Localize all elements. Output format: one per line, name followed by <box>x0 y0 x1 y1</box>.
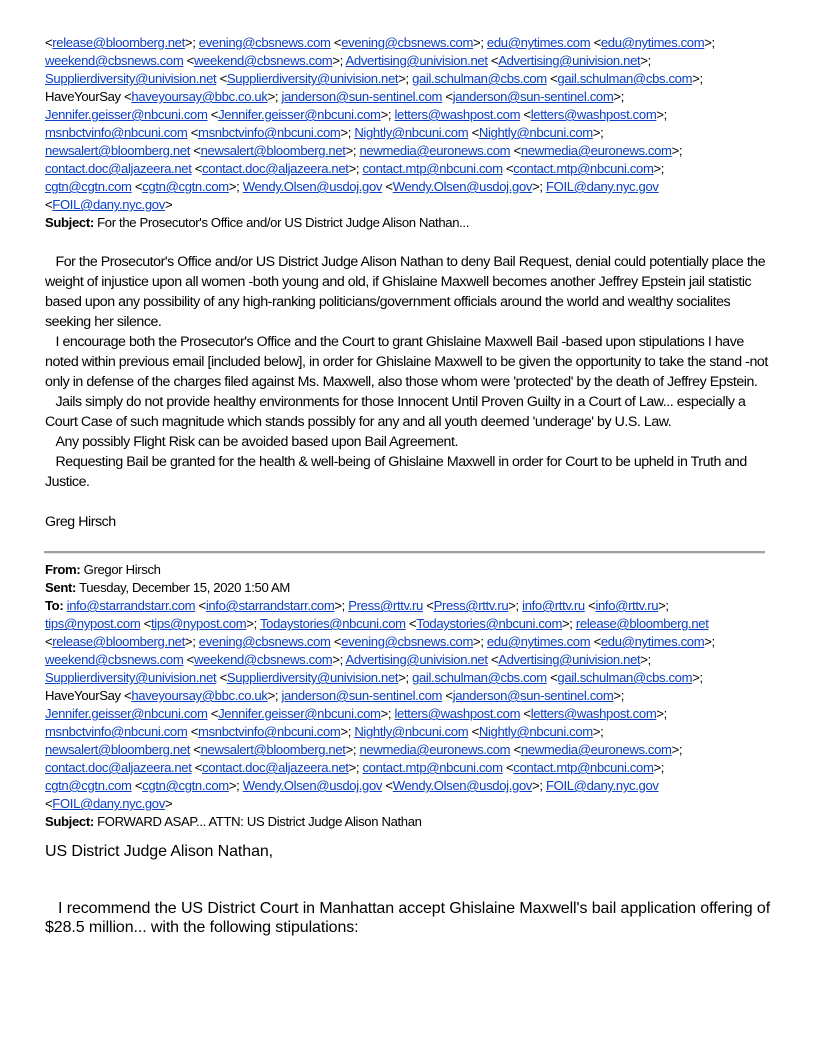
recipient-separator: >; <box>656 107 667 122</box>
recipient-separator: >; <box>184 35 199 50</box>
recipient-separator: >; <box>184 634 199 649</box>
recipient-line <box>45 759 775 777</box>
recipient-separator: >; <box>508 598 523 613</box>
from-label: From: <box>45 562 81 577</box>
recipient-line <box>45 795 775 813</box>
recipient-separator: < <box>502 161 514 176</box>
email-address-link[interactable]: contact.doc@aljazeera.net <box>202 760 349 775</box>
recipient-separator: < <box>330 634 342 649</box>
to-label: To: <box>45 598 64 613</box>
recipient-separator: >; <box>592 125 604 140</box>
spacer <box>45 492 775 512</box>
email-address-link[interactable]: letters@washpost.com <box>530 706 657 721</box>
recipient-separator: >; <box>592 724 604 739</box>
email-address-link[interactable]: newmedia@euronews.com <box>520 143 672 158</box>
email-address-link[interactable]: weekend@cbsnews.com <box>45 652 184 667</box>
email-address-link[interactable]: info@starrandstarr.com <box>205 598 335 613</box>
recipient-line <box>45 651 775 669</box>
recipient-line <box>45 142 775 160</box>
email-address-link[interactable]: newsalert@bloomberg.net <box>200 143 346 158</box>
recipient-separator: >; <box>398 71 413 86</box>
email2-sender: Gregor Hirsch <box>83 562 161 577</box>
recipient-line <box>45 723 775 741</box>
recipient-separator: < <box>590 35 601 50</box>
recipient-separator: >; <box>334 598 349 613</box>
email-address-link[interactable]: Supplierdiversity@univision.net <box>226 71 399 86</box>
email1-paragraph: Jails simply do not provide healthy environments for those Innocent Until Proven Guilty in a Court of Law... especially a Court Case of such magnitude which stands possibly for any and all youth deemed 'underage' by U.S. Law. <box>45 394 746 430</box>
recipient-separator: >; <box>267 89 282 104</box>
email-address-link[interactable]: edu@nytimes.com <box>486 634 591 649</box>
email-address-link[interactable]: letters@washpost.com <box>394 706 521 721</box>
email-address-link[interactable]: gail.schulman@cbs.com <box>557 670 693 685</box>
recipient-separator: >; <box>473 35 487 50</box>
recipient-separator: >; <box>228 179 243 194</box>
email-address-link[interactable]: Supplierdiversity@univision.net <box>226 670 399 685</box>
email-address-link[interactable]: Jennifer.geisser@nbcuni.com <box>45 107 208 122</box>
email2-subject-line <box>45 813 775 831</box>
recipient-separator: < <box>502 760 514 775</box>
recipient-separator: >; <box>332 652 346 667</box>
email-address-link[interactable]: Jennifer.geisser@nbcuni.com <box>45 706 208 721</box>
email-address-link[interactable]: haveyoursay@bbc.co.uk <box>131 688 268 703</box>
recipient-line <box>45 687 775 705</box>
recipient-separator: < <box>131 778 143 793</box>
email1-paragraph: I encourage both the Prosecutor's Office and the Court to grant Ghislaine Maxwell Bail -based upon stipulations I have noted within previous email [included below], in order for Ghislaine Maxwell to be given the opportunity to take the stand -not only in defense of the charges filed against Ms. Maxwell, also those whom were 'protected' by the death of Jeffrey Epstein. <box>45 334 768 390</box>
recipient-separator: >; <box>473 634 487 649</box>
recipient-separator: < <box>442 89 453 104</box>
email-address-link[interactable]: release@bloomberg.net <box>52 35 185 50</box>
email-address-link[interactable]: cgtn@cgtn.com <box>45 179 132 194</box>
email2-sent-line <box>45 579 775 597</box>
recipient-separator: >; <box>380 706 395 721</box>
recipient-separator: >; <box>704 634 715 649</box>
email-address-link[interactable]: FOIL@dany.nyc.gov <box>545 179 659 194</box>
recipient-line <box>45 178 775 196</box>
recipient-separator: >; <box>562 616 576 631</box>
email1-paragraph: For the Prosecutor's Office and/or US District Judge Alison Nathan to deny Bail Request, denial could potentially place the weight of injustice upon all women -both young and old, if Ghislaine Maxwell becomes another Jeffrey Epstein jail statistic based upon any possibility of any high-ranking politicians/government officials around the world and wealthy socialites seeking her silence. <box>45 254 766 330</box>
email-address-link[interactable]: janderson@sun-sentinel.com <box>452 688 614 703</box>
recipient-line <box>45 34 775 52</box>
email-address-link[interactable]: contact.doc@aljazeera.net <box>45 161 192 176</box>
email1-paragraph: Any possibly Flight Risk can be avoided based upon Bail Agreement. <box>55 434 458 450</box>
recipient-separator: < <box>45 796 53 811</box>
recipient-separator: >; <box>656 706 667 721</box>
recipient-separator: < <box>487 652 499 667</box>
email-address-link[interactable]: tips@nypost.com <box>150 616 247 631</box>
email-address-link[interactable]: Nightly@nbcuni.com <box>478 724 593 739</box>
recipient-separator: < <box>546 71 558 86</box>
email-address-link[interactable]: cgtn@cgtn.com <box>142 179 229 194</box>
email-address-link[interactable]: Jennifer.geisser@nbcuni.com <box>218 706 381 721</box>
recipient-separator: >; <box>246 616 260 631</box>
email-address-link[interactable]: info@rttv.ru <box>522 598 585 613</box>
email-address-link[interactable]: haveyoursay@bbc.co.uk <box>131 89 268 104</box>
email-address-link[interactable]: Advertising@univision.net <box>498 652 641 667</box>
recipient-separator: >; <box>345 742 360 757</box>
recipient-separator: < <box>382 778 393 793</box>
recipient-separator: >; <box>671 742 683 757</box>
email-address-link[interactable]: weekend@cbsnews.com <box>45 53 184 68</box>
email-address-link[interactable]: janderson@sun-sentinel.com <box>452 89 614 104</box>
recipient-separator: < <box>442 688 453 703</box>
email-address-link[interactable]: Wendy.Olsen@usdoj.gov <box>242 179 383 194</box>
recipient-separator: < <box>140 616 151 631</box>
email-address-link[interactable]: letters@washpost.com <box>530 107 657 122</box>
email-address-link[interactable]: evening@cbsnews.com <box>198 35 331 50</box>
email-address-link[interactable]: Nightly@nbcuni.com <box>354 125 469 140</box>
email-address-link[interactable]: cgtn@cgtn.com <box>45 778 132 793</box>
email2-to-recipients <box>45 597 775 813</box>
recipient-separator: < <box>487 53 499 68</box>
recipient-separator: >; <box>267 688 282 703</box>
email-address-link[interactable]: FOIL@dany.nyc.gov <box>52 796 165 811</box>
recipient-separator: < <box>590 634 601 649</box>
email-address-link[interactable]: Todaystories@nbcuni.com <box>416 616 563 631</box>
email2-body-paragraph: I recommend the US District Court in Manhattan accept Ghislaine Maxwell's bail application offering of $28.5 million... with the following stipulations: <box>45 900 771 936</box>
recipient-separator: HaveYourSay < <box>45 688 132 703</box>
email-address-link[interactable]: contact.mtp@nbcuni.com <box>362 161 503 176</box>
recipient-separator: >; <box>613 89 624 104</box>
recipient-separator: < <box>405 616 417 631</box>
email-address-link[interactable]: Wendy.Olsen@usdoj.gov <box>392 778 533 793</box>
recipient-separator: < <box>510 143 521 158</box>
email-address-link[interactable]: cgtn@cgtn.com <box>142 778 229 793</box>
email-address-link[interactable]: msnbctvinfo@nbcuni.com <box>198 125 341 140</box>
email-address-link[interactable]: contact.mtp@nbcuni.com <box>362 760 503 775</box>
email-address-link[interactable]: gail.schulman@cbs.com <box>412 71 547 86</box>
email-address-link[interactable]: contact.mtp@nbcuni.com <box>513 760 654 775</box>
subject-label: Subject: <box>45 215 94 230</box>
email-address-link[interactable]: msnbctvinfo@nbcuni.com <box>198 724 341 739</box>
recipient-separator: >; <box>380 107 395 122</box>
email-address-link[interactable]: Wendy.Olsen@usdoj.gov <box>242 778 383 793</box>
recipient-separator: >; <box>532 179 546 194</box>
email-address-link[interactable]: edu@nytimes.com <box>600 634 705 649</box>
email-address-link[interactable]: newsalert@bloomberg.net <box>200 742 346 757</box>
email-address-link[interactable]: newmedia@euronews.com <box>520 742 672 757</box>
recipient-separator: >; <box>658 598 669 613</box>
email1-paragraph: Requesting Bail be granted for the health & well-being of Ghislaine Maxwell in order for Court to be upheld in Truth and Justice. <box>45 454 747 490</box>
recipient-line <box>45 160 775 178</box>
recipient-separator: >; <box>345 143 360 158</box>
recipient-separator: < <box>520 706 531 721</box>
recipient-separator: < <box>382 179 393 194</box>
recipient-separator: >; <box>692 71 703 86</box>
email-address-link[interactable]: weekend@cbsnews.com <box>193 652 333 667</box>
email-address-link[interactable]: Press@rttv.ru <box>433 598 509 613</box>
email2-sent-date: Tuesday, December 15, 2020 1:50 AM <box>79 580 290 595</box>
email-address-link[interactable]: newmedia@euronews.com <box>359 143 511 158</box>
recipient-separator: >; <box>653 161 665 176</box>
email-address-link[interactable]: edu@nytimes.com <box>600 35 705 50</box>
email-address-link[interactable]: gail.schulman@cbs.com <box>412 670 547 685</box>
email-address-link[interactable]: FOIL@dany.nyc.gov <box>52 197 165 212</box>
recipient-separator: >; <box>613 688 624 703</box>
recipient-separator: < <box>422 598 434 613</box>
recipient-separator: >; <box>340 724 355 739</box>
email-address-link[interactable]: evening@cbsnews.com <box>341 634 474 649</box>
email-address-link[interactable]: info@starrandstarr.com <box>66 598 196 613</box>
recipient-separator: >; <box>398 670 413 685</box>
recipient-separator: < <box>546 670 558 685</box>
recipient-separator: < <box>584 598 596 613</box>
email-document <box>45 34 775 937</box>
recipient-separator: >; <box>640 652 651 667</box>
email-address-link[interactable]: Jennifer.geisser@nbcuni.com <box>218 107 381 122</box>
email-address-link[interactable]: newsalert@bloomberg.net <box>45 143 190 158</box>
recipient-separator: < <box>216 670 227 685</box>
recipient-separator: < <box>131 179 143 194</box>
email1-subject: For the Prosecutor's Office and/or US District Judge Alison Nathan... <box>97 215 469 230</box>
email-address-link[interactable]: weekend@cbsnews.com <box>193 53 333 68</box>
email-address-link[interactable]: Todaystories@nbcuni.com <box>259 616 406 631</box>
email1-signature: Greg Hirsch <box>45 514 116 530</box>
recipient-separator: < <box>187 724 199 739</box>
email-address-link[interactable]: msnbctvinfo@nbcuni.com <box>45 125 188 140</box>
subject-label: Subject: <box>45 814 94 829</box>
recipient-line <box>45 669 775 687</box>
email-address-link[interactable]: FOIL@dany.nyc.gov <box>545 778 659 793</box>
email2-from-line <box>45 561 775 579</box>
email-address-link[interactable]: info@rttv.ru <box>595 598 659 613</box>
recipient-separator: >; <box>348 760 363 775</box>
email-address-link[interactable]: janderson@sun-sentinel.com <box>281 688 443 703</box>
recipient-separator: < <box>468 724 479 739</box>
email-address-link[interactable]: release@bloomberg.net <box>575 616 709 631</box>
recipient-line <box>45 633 775 651</box>
recipient-separator: < <box>190 143 201 158</box>
email1-body <box>45 252 775 532</box>
sent-label: Sent: <box>45 580 76 595</box>
email-address-link[interactable]: Advertising@univision.net <box>345 652 488 667</box>
recipient-separator: < <box>191 760 203 775</box>
email-address-link[interactable]: contact.mtp@nbcuni.com <box>513 161 654 176</box>
email-address-link[interactable]: Nightly@nbcuni.com <box>478 125 593 140</box>
email-address-link[interactable]: tips@nypost.com <box>45 616 141 631</box>
email-address-link[interactable]: evening@cbsnews.com <box>198 634 331 649</box>
email-address-link[interactable]: janderson@sun-sentinel.com <box>281 89 443 104</box>
recipient-separator: < <box>207 107 219 122</box>
recipient-separator: < <box>520 107 531 122</box>
recipient-line <box>45 196 775 214</box>
recipient-line <box>45 88 775 106</box>
recipient-separator: < <box>468 125 479 140</box>
email-address-link[interactable]: release@bloomberg.net <box>52 634 185 649</box>
recipient-separator: < <box>191 161 203 176</box>
recipient-separator: < <box>45 35 53 50</box>
recipient-separator: < <box>183 53 194 68</box>
email2-subject: FORWARD ASAP... ATTN: US District Judge Alison Nathan <box>97 814 422 829</box>
recipient-separator: >; <box>340 125 355 140</box>
recipient-separator: >; <box>704 35 715 50</box>
recipient-line <box>45 70 775 88</box>
email-address-link[interactable]: Supplierdiversity@univision.net <box>45 670 217 685</box>
email-address-link[interactable]: evening@cbsnews.com <box>341 35 474 50</box>
recipient-separator: < <box>207 706 219 721</box>
recipient-separator: > <box>164 796 173 811</box>
recipient-separator: >; <box>692 670 703 685</box>
recipient-separator: >; <box>332 53 346 68</box>
recipient-separator: < <box>183 652 194 667</box>
recipient-line <box>45 777 775 795</box>
email-address-link[interactable]: Advertising@univision.net <box>498 53 641 68</box>
recipient-separator: < <box>45 197 53 212</box>
email-address-link[interactable]: letters@washpost.com <box>394 107 521 122</box>
recipient-line <box>45 741 775 759</box>
recipient-separator: < <box>45 634 53 649</box>
recipient-line <box>45 106 775 124</box>
recipient-line <box>45 124 775 142</box>
email-address-link[interactable]: Press@rttv.ru <box>348 598 423 613</box>
email-address-link[interactable]: msnbctvinfo@nbcuni.com <box>45 724 188 739</box>
recipient-separator: >; <box>532 778 546 793</box>
recipient-separator: >; <box>228 778 243 793</box>
recipient-separator: < <box>187 125 199 140</box>
recipient-separator: < <box>216 71 227 86</box>
recipient-line <box>45 52 775 70</box>
recipient-separator: > <box>164 197 173 212</box>
email-address-link[interactable]: contact.doc@aljazeera.net <box>45 760 192 775</box>
recipient-separator: >; <box>671 143 683 158</box>
email-address-link[interactable]: Wendy.Olsen@usdoj.gov <box>392 179 533 194</box>
recipient-separator: < <box>330 35 342 50</box>
recipient-separator: >; <box>640 53 651 68</box>
email-address-link[interactable]: newsalert@bloomberg.net <box>45 742 190 757</box>
recipient-line <box>45 705 775 723</box>
email-address-link[interactable]: Supplierdiversity@univision.net <box>45 71 217 86</box>
email2-salutation: US District Judge Alison Nathan, <box>45 843 274 860</box>
email-address-link[interactable]: edu@nytimes.com <box>486 35 591 50</box>
email-address-link[interactable]: Advertising@univision.net <box>345 53 488 68</box>
email-address-link[interactable]: gail.schulman@cbs.com <box>557 71 693 86</box>
email-address-link[interactable]: newmedia@euronews.com <box>359 742 511 757</box>
recipient-separator: < <box>510 742 521 757</box>
recipient-separator: >; <box>653 760 665 775</box>
email-address-link[interactable]: contact.doc@aljazeera.net <box>202 161 349 176</box>
recipient-line <box>45 597 775 615</box>
email-address-link[interactable]: Nightly@nbcuni.com <box>354 724 469 739</box>
recipient-separator: HaveYourSay < <box>45 89 132 104</box>
recipient-separator: < <box>190 742 201 757</box>
recipient-separator: >; <box>348 161 363 176</box>
recipient-line <box>45 615 775 633</box>
recipient-separator: < <box>195 598 206 613</box>
email1-subject-line <box>45 214 775 232</box>
email1-to-recipients <box>45 34 775 214</box>
